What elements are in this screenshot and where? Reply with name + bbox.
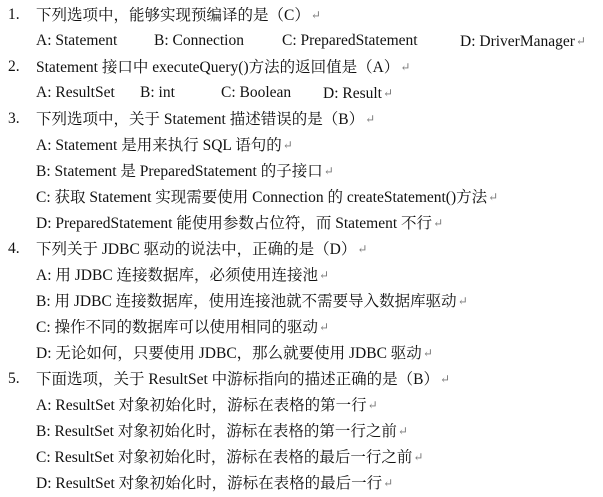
option-a: A: ResultSet [36,84,115,101]
option-text: B: Statement 是 PreparedStatement 的子接口↵ [36,163,334,180]
question-text: 下面选项，关于 ResultSet 中游标指向的描述正确的是（B）↵ [36,371,451,388]
paragraph-mark-icon: ↵ [383,476,394,490]
option-d: D: DriverManager↵ [460,33,586,50]
paragraph-mark-icon: ↵ [310,8,321,22]
paragraph-mark-icon: ↵ [457,294,468,308]
paragraph-mark-icon: ↵ [397,424,408,438]
option-text: D: 无论如何，只要使用 JDBC，那么就要使用 JDBC 驱动↵ [36,345,433,362]
paragraph-mark-icon: ↵ [365,112,376,126]
option-text: A: ResultSet 对象初始化时，游标在表格的第一行↵ [36,397,378,414]
option-text: C: 获取 Statement 实现需要使用 Connection 的 createStatement()方法↵ [36,189,499,206]
paragraph-mark-icon: ↵ [422,346,433,360]
option-text: D: ResultSet 对象初始化时，游标在表格的最后一行↵ [36,475,394,492]
paragraph-mark-icon: ↵ [367,398,378,412]
paragraph-mark-icon: ↵ [433,216,444,230]
question-number: 3. [8,110,20,127]
paragraph-mark-icon: ↵ [323,164,334,178]
option-b: B: int [140,84,175,101]
option-text: C: 操作不同的数据库可以使用相同的驱动↵ [36,319,330,336]
paragraph-mark-icon: ↵ [575,34,586,48]
paragraph-mark-icon: ↵ [440,372,451,386]
paragraph-mark-icon: ↵ [282,138,293,152]
paragraph-mark-icon: ↵ [383,86,394,100]
question-number: 5. [8,370,20,387]
option-text: C: ResultSet 对象初始化时，游标在表格的最后一行之前↵ [36,449,424,466]
option-a: A: Statement [36,32,118,49]
option-text: B: ResultSet 对象初始化时，游标在表格的第一行之前↵ [36,423,408,440]
question-text: Statement 接口中 executeQuery()方法的返回值是（A）↵ [36,59,411,76]
option-text: B: 用 JDBC 连接数据库，使用连接池就不需要导入数据库驱动↵ [36,293,468,310]
question-text: 下列选项中，关于 Statement 描述错误的是（B）↵ [36,111,376,128]
option-b: B: Connection [154,32,244,49]
paragraph-mark-icon: ↵ [319,320,330,334]
option-d: D: Result↵ [323,85,394,102]
option-text: A: Statement 是用来执行 SQL 语句的↵ [36,137,293,154]
paragraph-mark-icon: ↵ [400,60,411,74]
option-c: C: PreparedStatement [282,32,418,49]
question-number: 4. [8,240,20,257]
question-number: 1. [8,6,20,23]
paragraph-mark-icon: ↵ [357,242,368,256]
paragraph-mark-icon: ↵ [319,268,330,282]
option-text: A: 用 JDBC 连接数据库，必须使用连接池↵ [36,267,330,284]
question-text: 下列关于 JDBC 驱动的说法中，正确的是（D）↵ [36,241,368,258]
option-text: D: PreparedStatement 能使用参数占位符，而 Statement 不行↵ [36,215,444,232]
question-number: 2. [8,58,20,75]
paragraph-mark-icon: ↵ [488,190,499,204]
paragraph-mark-icon: ↵ [413,450,424,464]
option-c: C: Boolean [221,84,292,101]
question-text: 下列选项中，能够实现预编译的是（C）↵ [36,7,321,24]
